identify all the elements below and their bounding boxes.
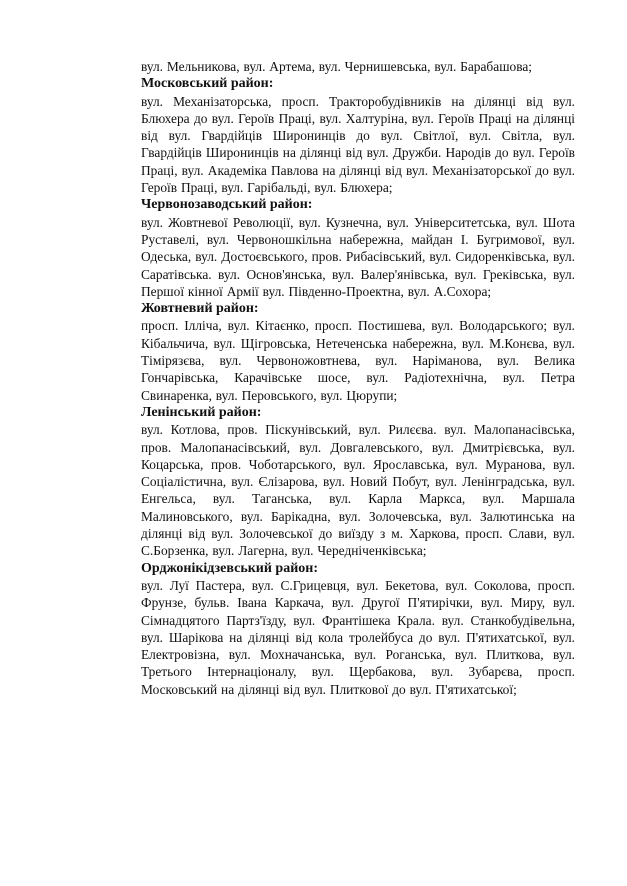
section-paragraph: просп. Ілліча, вул. Кітаєнко, просп. Постишева, вул. Володарського; вул. Кібальчича, вул. Щігровська, Нетеченська набережна, вул. М.Конєва, вул. Тімірязєва, вул. Червоножовтнева, вул. Наріманова, вул. Велика Гончарівська, Карачівське шосе, вул. Радіотехнічна, вул. Петра Свинаренка, вул. Перовського, вул. Цюрупи;	[141, 318, 575, 403]
section-paragraph: вул. Котлова, пров. Піскунівський, вул. Рилєєва. вул. Малопанасівська, пров. Малопанасівський, вул. Довгалевського, вул. Дмитрієвська, вул. Коцарська, пров. Чоботарського, вул. Ярославська, вул. Муранова, вул. Соціалістична, вул. Єлізарова, вул. Новий Побут, вул. Ленінградська, вул. Енгельса, вул. Таганська, вул. Карла Маркса, вул. Маршала Малиновського, вул. Барікадна, вул. Золочевська, вул. Залютинська на ділянці від вул. Золочевської до виїзду з м. Харкова, просп. Слави, вул. С.Борзенка, вул. Лагерна, вул. Чередніченківська;	[141, 422, 575, 559]
section-heading: Жовтневий район:	[141, 301, 259, 317]
section-zhovtnevyi	[141, 300, 575, 404]
section-paragraph: вул. Механізаторська, просп. Тракторобудівників на ділянці від вул. Блюхера до вул. Героїв Праці, вул. Халтуріна, вул. Героїв Праці на ділянці від вул. Гвардійців Широнинців до вул. Світлої, вул. Світла, вул. Гвардійців Широнинців на ділянці від вул. Дружби. Народів до вул. Героїв Праці, вул. Академіка Павлова на ділянці від вул. Механізаторської до вул. Героїв Праці, вул. Гарібальді, вул. Блюхера;	[141, 93, 575, 196]
section-heading: Московський район:	[141, 76, 274, 92]
section-paragraph: вул. Жовтневої Революції, вул. Кузнечна, вул. Університетська, вул. Шота Руставелі, вул. Червоношкільна набережна, майдан І. Бугримової, вул. Одеська, вул. Достоєвського, пров. Рибасівський, вул. Сидоренківська, вул. Саратівська. вул. Основ'янська, вул. Валер'янівська, вул. Греківська, вул. Першої кінної Армії вул. Південно-Проектна, вул. А.Сохора;	[141, 214, 575, 299]
section-heading: Червонозаводський район:	[141, 197, 313, 213]
section-chervonozavodskyi	[141, 196, 575, 300]
section-ordzhonikidzevskyi	[141, 560, 575, 698]
intro-paragraph: вул. Мельникова, вул. Артема, вул. Чернишевська, вул. Барабашова;	[141, 59, 533, 74]
section-heading: Орджонікідзевський район:	[141, 560, 319, 576]
section-paragraph: вул. Луї Пастера, вул. С.Грицевця, вул. Бекетова, вул. Соколова, просп. Фрунзе, бульв. Івана Каркача, вул. Другої П'ятирічки, вул. Миру, вул. Сімнадцятого Партз'їзду, вул. Франтішека Крала. вул. Станкобудівельна, вул. Шарікова на ділянці від кола тролейбуса до вул. П'ятихатської, вул. Електровізна, вул. Мохначанська, вул. Роганська, вул. Плиткова, вул. Третього Інтернаціоналу, вул. Щербакова, вул. Зубарєва, просп. Московський на ділянці від вул. Плиткової до вул. П'ятихатської;	[141, 577, 575, 697]
section-leninskyi	[141, 404, 575, 560]
section-moskovskyi	[141, 75, 575, 196]
section-heading: Ленінський район:	[141, 404, 262, 420]
